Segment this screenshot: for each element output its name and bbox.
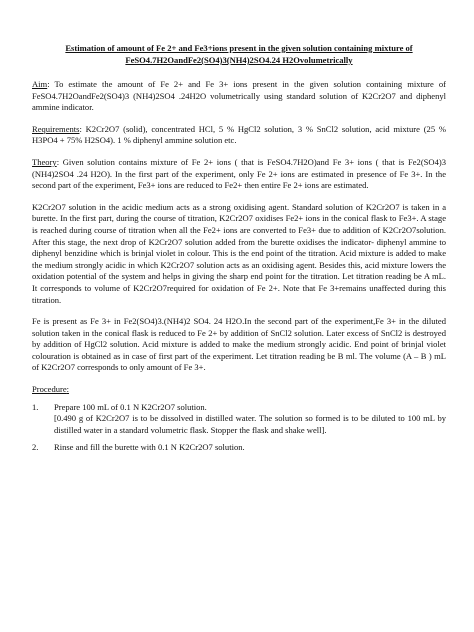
procedure-step: [32, 402, 446, 437]
reduction-paragraph: Fe is present as Fe 3+ in Fe2(SO4)3.(NH4)2 SO4. 24 H2O.In the second part of the experiment,Fe 3+ in the diluted solution taken in the conical flask is reduced to Fe 2+ by addition of SnCl2 solution. Later excess of SnCl2 is destroyed by addition of HgCl2 solution. Acid mixture is added to make the medium strongly acidic. End point of brinjal violet colouration is obtained as in case of first part of the experiment. Let titration reading be B ml. The volume (A – B ) mL of K2Cr2O7 corresponds to only amount of Fe 3+.: [32, 316, 446, 373]
oxidation-paragraph: K2Cr2O7 solution in the acidic medium acts as a strong oxidising agent. Standard solution of K2Cr2O7 is taken in a burette. In the first part, during the course of titration, K2Cr2O7 oxidises Fe2+ ions in the conical flask to Fe3+. A stage is reached during course of titration when all the Fe2+ ions are converted to Fe3+ due to addition of K2Cr2O7solution. After this stage, the next drop of K2Cr2O7 solution added from the burette oxidises the indicator- diphenyl ammine to diphenyl benzidine which is brinjal violet in colour. This is the end point of the titration. Acid mixture is added to make the medium strongly acidic in which K2Cr2O7 solution acts as an oxidising agent. Besides this, acid mixture lowers the oxidation potential of the system and helps in giving the sharp end point for the titration. Let titration reading be A mL. It corresponds to volume of K2Cr2O7required for oxidation of Fe 2+. Note that Fe 3+remains unaffected during this titration.: [32, 201, 446, 305]
requirements-text: : K2Cr2O7 (solid), concentrated HCl, 5 % HgCl2 solution, 3 % SnCl2 solution, acid mixture (25 % H3PO4 + 75% H2SO4). 1 % diphenyl ammine solution etc.: [32, 123, 446, 146]
requirements-paragraph: [32, 124, 446, 147]
procedure-heading: [32, 384, 446, 396]
requirements-label: Requirements: [32, 123, 80, 134]
aim-paragraph: [32, 79, 446, 114]
aim-label: Aim: [32, 79, 48, 89]
procedure-suffix: :: [66, 384, 70, 395]
theory-text: : Given solution contains mixture of Fe 2+ ions ( that is FeSO4.7H2O)and Fe 3+ ions ( that is Fe2(SO4)3 (NH4)2SO4 .24 H2O). In the first part of the experiment, only Fe 2+ ions are estimated in presence of Fe 3+. In the second part of the experiment, Fe3+ ions are reduced to Fe2+ then entire Fe 2+ ions are estimated.: [32, 156, 446, 191]
procedure-list: [32, 402, 446, 454]
step-note: [0.490 g of K2Cr2O7 is to be dissolved in distilled water. The solution so formed is to be diluted to 100 mL by distilled water in a standard volumetric flask. Stopper the flask and shake well].: [54, 413, 446, 435]
step-number: 1.: [32, 401, 39, 412]
procedure-label: Procedure: [32, 384, 67, 395]
document-title: Estimation of amount of Fe 2+ and Fe3+ions present in the given solution containing mixture of FeSO4.7H2OandFe2(SO4)3(NH4)2SO4.24 H2Ovolumetrically: [65, 43, 413, 65]
theory-label: Theory: [32, 156, 57, 167]
aim-text: : To estimate the amount of Fe 2+ and Fe 3+ ions present in the given solution containing mixture of FeSO4.7H2OandFe2(SO4)3 (NH4)2SO4 .24H2O volumetrically using standard solution of K2Cr2O7 and diphenyl ammine indicator.: [32, 79, 446, 113]
step-text: Rinse and fill the burette with 0.1 N K2Cr2O7 solution.: [54, 442, 245, 453]
theory-paragraph: [32, 157, 446, 192]
step-number: 2.: [32, 442, 39, 453]
procedure-step: [32, 442, 446, 454]
step-text: Prepare 100 mL of 0.1 N K2Cr2O7 solution.: [54, 401, 207, 412]
